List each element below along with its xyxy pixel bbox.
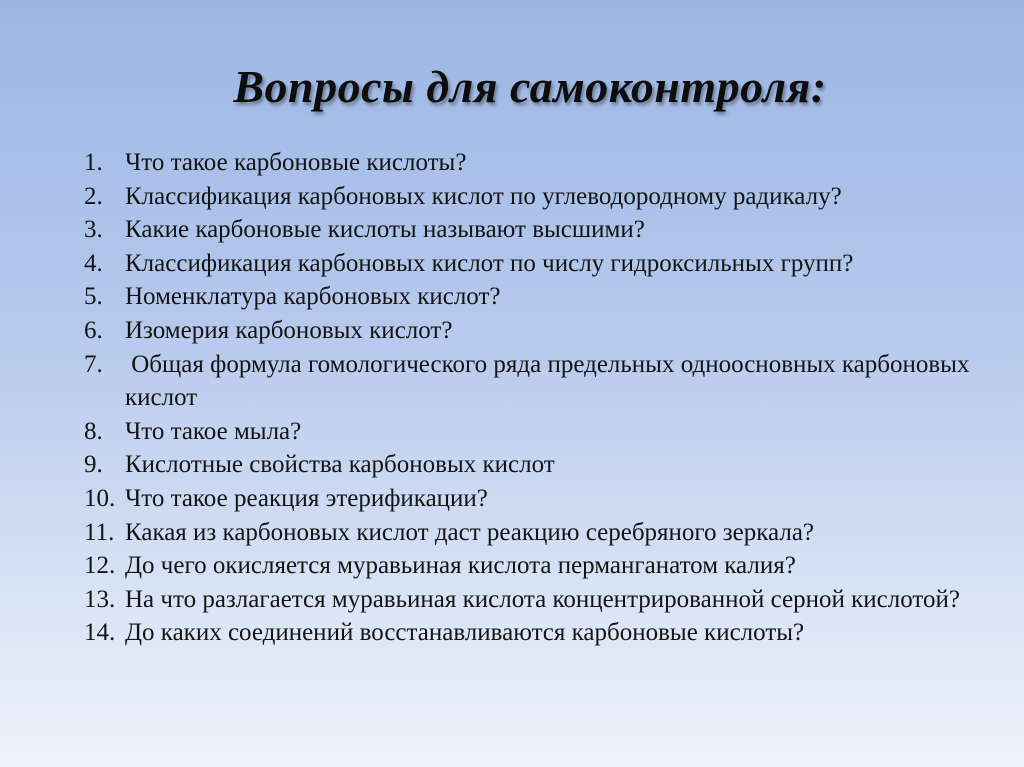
question-text: Классификация карбоновых кислот по числу гидроксильных групп? <box>125 249 854 277</box>
question-number: 1. <box>84 149 103 176</box>
question-item <box>84 482 984 516</box>
question-number: 11. <box>84 518 115 546</box>
question-text: Классификация карбоновых кислот по углеводородному радикалу? <box>125 182 842 210</box>
question-text: На что разлагается муравьиная кислота концентрированной серной кислотой? <box>125 585 960 613</box>
question-item <box>84 348 984 415</box>
question-item <box>84 549 984 583</box>
question-text: Изомерия карбоновых кислот? <box>125 316 453 344</box>
question-number: 8. <box>84 417 103 445</box>
question-text: Что такое реакция этерификации? <box>125 484 488 512</box>
question-text: Какая из карбоновых кислот даст реакцию серебряного зеркала? <box>125 518 815 546</box>
question-item <box>84 146 984 180</box>
question-number: 12. <box>84 552 116 580</box>
question-item <box>84 415 984 449</box>
question-text: Какие карбоновые кислоты называют высшими? <box>125 216 645 244</box>
question-text: Кислотные свойства карбоновых кислот <box>125 451 555 479</box>
question-text: До чего окисляется муравьиная кислота перманганатом калия? <box>125 552 796 580</box>
question-item <box>84 280 984 314</box>
question-item <box>84 516 984 550</box>
question-item <box>84 247 984 281</box>
question-item <box>84 314 984 348</box>
question-number: 10. <box>84 484 116 512</box>
question-number: 2. <box>84 182 103 210</box>
question-item <box>84 583 984 617</box>
question-text: Общая формула гомологического ряда предельных одноосновных карбоновых кислот <box>125 350 976 412</box>
question-text: До каких соединений восстанавливаются карбоновые кислоты? <box>125 619 805 647</box>
question-item <box>84 616 984 650</box>
question-text: Номенклатура карбоновых кислот? <box>125 283 501 311</box>
question-item <box>84 180 984 214</box>
question-item <box>84 213 984 247</box>
question-number: 4. <box>84 249 103 277</box>
question-number: 7. <box>84 350 103 378</box>
slide-title: Вопросы для самоконтроля: <box>233 61 827 112</box>
question-number: 5. <box>84 283 103 311</box>
question-text: Что такое карбоновые кислоты? <box>125 149 467 176</box>
questions-list <box>84 146 984 650</box>
question-number: 13. <box>84 585 116 613</box>
question-item <box>84 448 984 482</box>
question-number: 9. <box>84 451 103 479</box>
question-text: Что такое мыла? <box>125 417 302 445</box>
question-number: 14. <box>84 619 116 647</box>
question-number: 6. <box>84 316 103 344</box>
question-number: 3. <box>84 216 103 244</box>
